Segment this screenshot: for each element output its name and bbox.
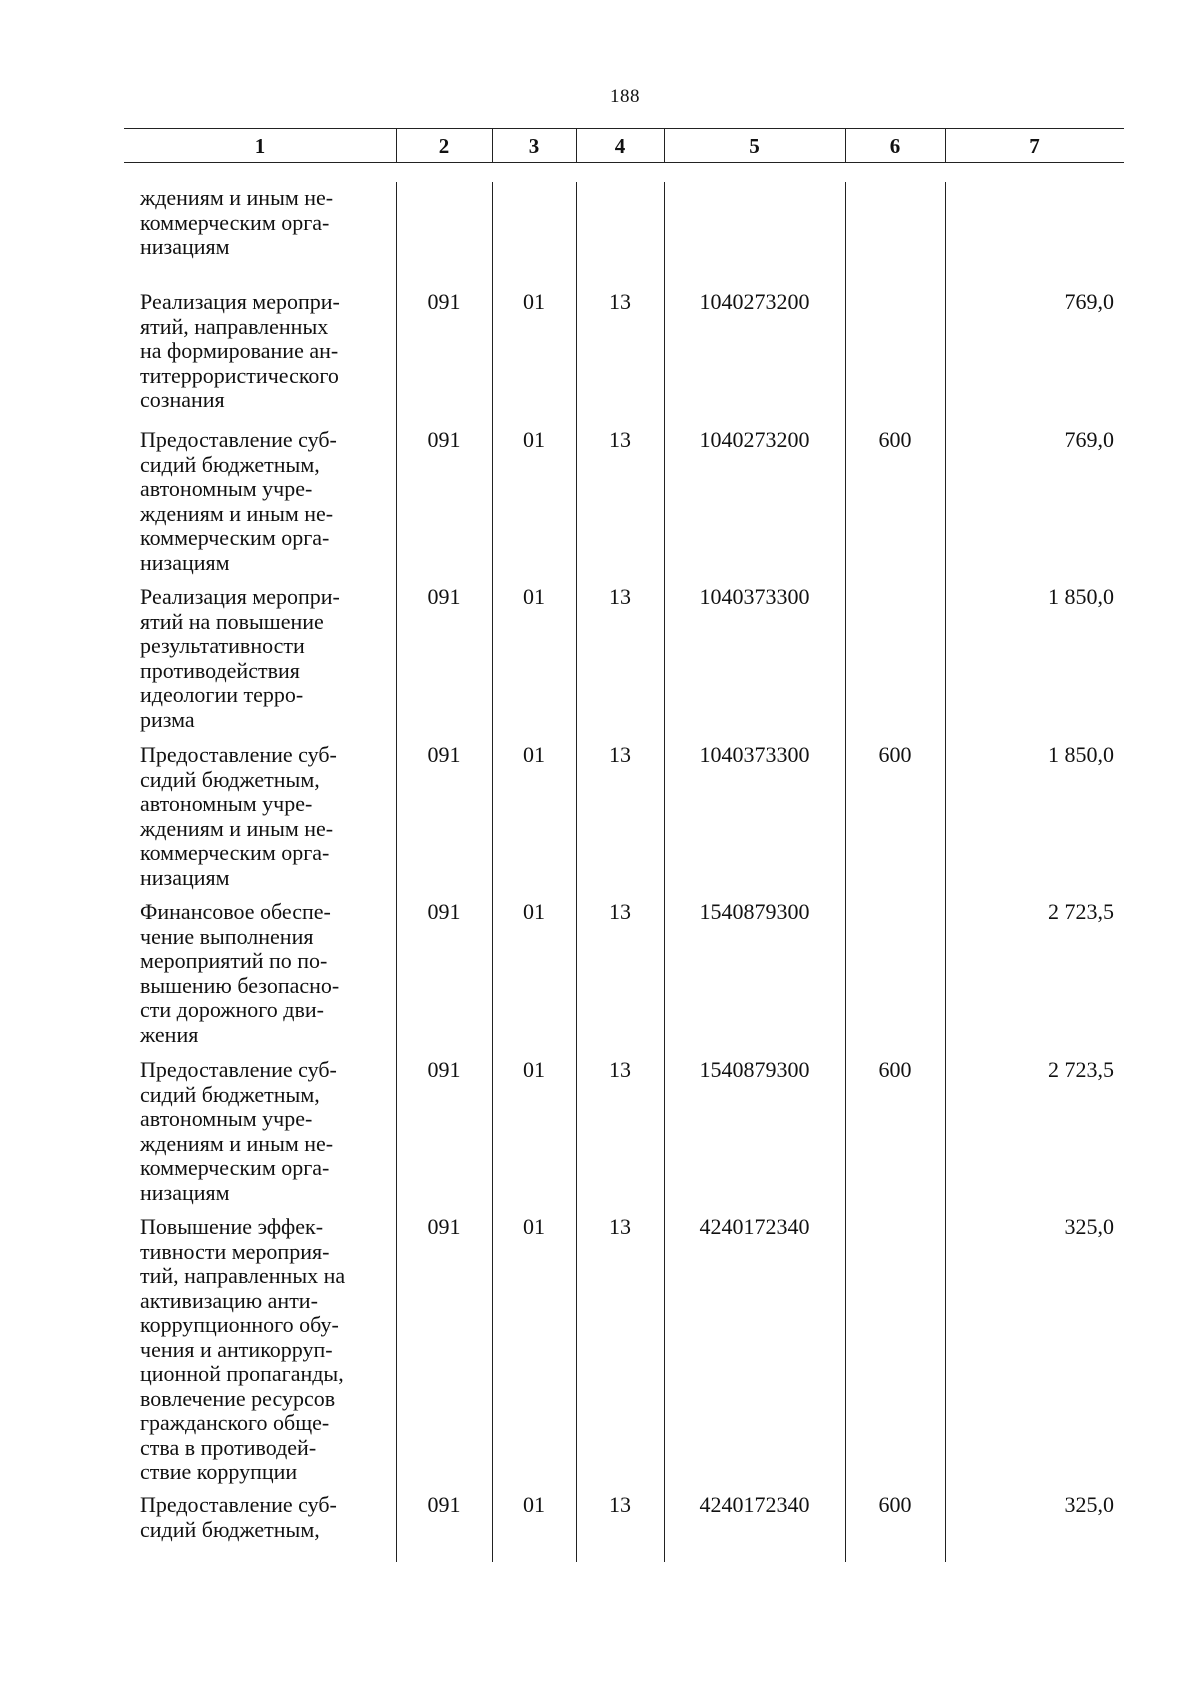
row-cell-col4: 13	[609, 427, 631, 452]
row-cell-col6: 600	[878, 427, 912, 452]
row-cell-col6: 600	[878, 1057, 912, 1082]
row-cell-col6: 600	[878, 1492, 912, 1517]
row-cell-col5: 4240172340	[699, 1492, 810, 1517]
row-amount: 1 850,0	[1048, 742, 1114, 767]
row-cell-col4: 13	[609, 1057, 631, 1082]
column-header-6: 6	[889, 134, 901, 158]
row-cell-col2: 091	[427, 584, 461, 609]
row-cell-col4: 13	[609, 584, 631, 609]
row-amount: 2 723,5	[1048, 899, 1114, 924]
row-cell-col4: 13	[609, 1214, 631, 1239]
row-description: Предоставление суб- сидий бюджетным, автономным учре- ждениям и иным не- коммерческим орга- низациям	[140, 1057, 337, 1205]
row-description: Реализация меропри- ятий, направленных на формирование ан- титеррористического сознания	[140, 289, 340, 412]
column-divider	[396, 182, 397, 1562]
row-cell-col3: 01	[523, 427, 545, 452]
row-cell-col3: 01	[523, 289, 545, 314]
column-divider	[945, 182, 946, 1562]
row-cell-col2: 091	[427, 1492, 461, 1517]
row-cell-col3: 01	[523, 1214, 545, 1239]
row-description: Повышение эффек- тивности мероприя- тий, направленных на активизацию анти- коррупционного обу- чения и антикорруп- ционной пропаганды, вовлечение ресурсов гражданского обще- ства в противодей- ствие коррупции	[140, 1214, 346, 1484]
column-header-1: 1	[254, 134, 266, 158]
row-cell-col2: 091	[427, 289, 461, 314]
row-cell-col3: 01	[523, 1492, 545, 1517]
row-cell-col4: 13	[609, 1492, 631, 1517]
row-cell-col2: 091	[427, 899, 461, 924]
row-cell-col5: 1040373300	[699, 742, 810, 767]
row-amount: 1 850,0	[1048, 584, 1114, 609]
row-amount: 2 723,5	[1048, 1057, 1114, 1082]
column-divider	[576, 182, 577, 1562]
row-cell-col3: 01	[523, 742, 545, 767]
row-description: Предоставление суб- сидий бюджетным, автономным учре- ждениям и иным не- коммерческим орга- низациям	[140, 427, 337, 575]
row-description: Предоставление суб- сидий бюджетным, автономным учре- ждениям и иным не- коммерческим орга- низациям	[140, 742, 337, 890]
row-amount: 769,0	[1064, 289, 1114, 314]
row-cell-col3: 01	[523, 1057, 545, 1082]
row-amount: 769,0	[1064, 427, 1114, 452]
table-header-rule	[124, 162, 1124, 163]
row-description: ждениям и иным не- коммерческим орга- низациям	[140, 185, 334, 259]
row-cell-col2: 091	[427, 1057, 461, 1082]
column-header-4: 4	[614, 134, 626, 158]
row-cell-col4: 13	[609, 742, 631, 767]
page-number: 188	[610, 86, 640, 107]
column-divider	[492, 182, 493, 1562]
column-divider	[664, 182, 665, 1562]
row-cell-col6: 600	[878, 742, 912, 767]
row-amount: 325,0	[1064, 1492, 1114, 1517]
row-cell-col5: 1040373300	[699, 584, 810, 609]
row-cell-col5: 1040273200	[699, 289, 810, 314]
row-cell-col4: 13	[609, 289, 631, 314]
column-header-3: 3	[528, 134, 540, 158]
row-cell-col4: 13	[609, 899, 631, 924]
row-cell-col5: 1540879300	[699, 1057, 810, 1082]
column-divider	[845, 182, 846, 1562]
row-cell-col3: 01	[523, 899, 545, 924]
row-amount: 325,0	[1064, 1214, 1114, 1239]
row-cell-col2: 091	[427, 1214, 461, 1239]
table-top-rule	[124, 128, 1124, 129]
row-cell-col5: 1040273200	[699, 427, 810, 452]
row-description: Финансовое обеспе- чение выполнения мероприятий по по- вышению безопасно- сти дорожного дви- жения	[140, 899, 340, 1047]
row-description: Реализация меропри- ятий на повышение результативности противодействия идеологии терро- ризма	[140, 584, 340, 732]
row-description: Предоставление суб- сидий бюджетным,	[140, 1492, 337, 1542]
row-cell-col2: 091	[427, 742, 461, 767]
column-header-2: 2	[438, 134, 450, 158]
row-cell-col5: 1540879300	[699, 899, 810, 924]
row-cell-col5: 4240172340	[699, 1214, 810, 1239]
column-header-5: 5	[749, 134, 760, 158]
row-cell-col3: 01	[523, 584, 545, 609]
column-header-7: 7	[1029, 134, 1040, 158]
row-cell-col2: 091	[427, 427, 461, 452]
